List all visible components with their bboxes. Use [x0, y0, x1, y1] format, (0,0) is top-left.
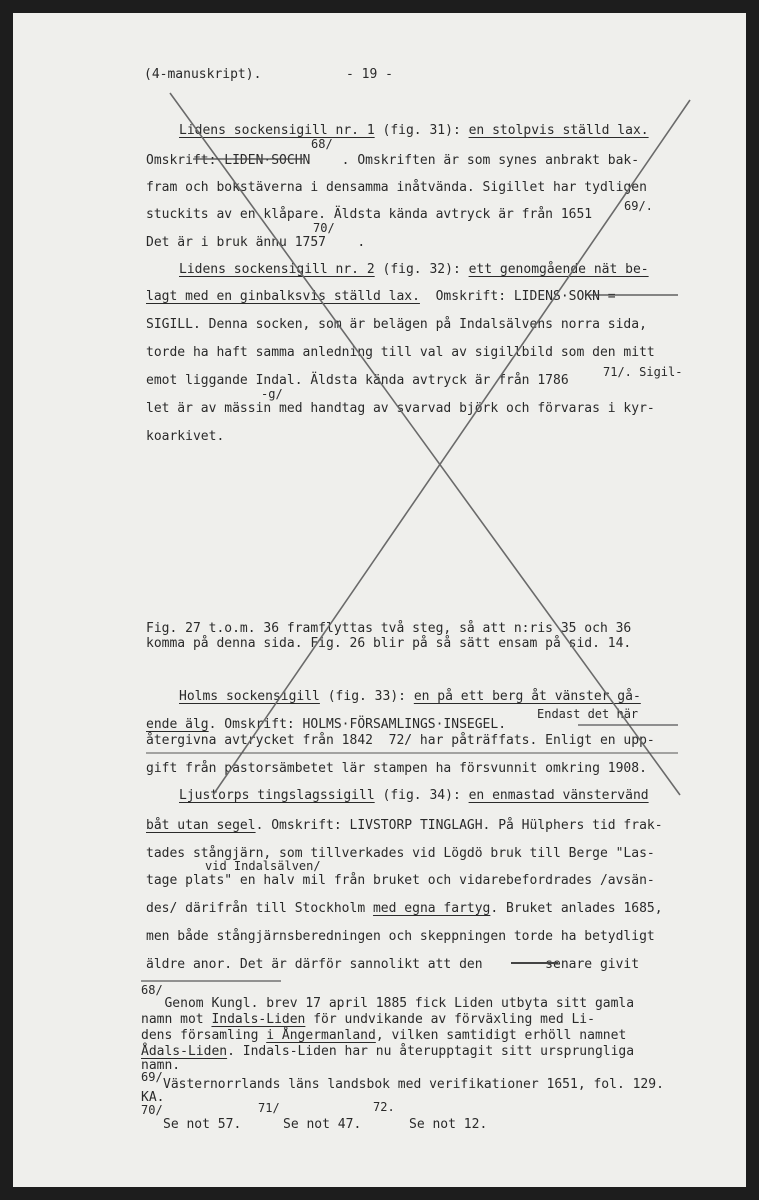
- text-line: let är av mässin med handtag av svarvad björk och förvaras i kyr-: [146, 401, 655, 416]
- text-line: tage plats" en halv mil från bruket och vidarebefordrades /avsän-: [146, 873, 655, 888]
- footnote-marker-70: 70/: [141, 1103, 163, 1117]
- document-page: [13, 13, 746, 1187]
- heading-holm: Holms sockensigill (fig. 33): en på ett berg åt vänster gå-: [179, 689, 641, 704]
- text-line: båt utan segel. Omskrift: LIVSTORP TINGLAGH. På Hülphers tid frak-: [146, 818, 663, 833]
- text-line: men både stångjärnsberedningen och skeppningen torde ha betydligt: [146, 929, 655, 944]
- text-line: SIGILL. Denna socken, som är belägen på Indalsälvens norra sida,: [146, 317, 647, 332]
- text-line: stuckits av en klåpare. Äldsta kända avtryck är från 1651: [146, 207, 593, 222]
- page-number: - 19 -: [346, 67, 393, 82]
- text-line: äldre anor. Det är därför sannolikt att den senare givit: [146, 957, 640, 972]
- footnote-line: Se not 12.: [409, 1117, 488, 1132]
- footnote-marker-71: 71/: [258, 1101, 280, 1115]
- footnote-line: namn.: [141, 1058, 181, 1073]
- heading-ljustorp: Ljustorps tingslagssigill (fig. 34): en enmastad vänstervänd: [179, 788, 649, 803]
- text-line: des/ därifrån till Stockholm med egna fartyg. Bruket anlades 1685,: [146, 901, 663, 916]
- handwritten-insert: vid Indalsälven/: [205, 859, 321, 873]
- text-line: Omskrift: LIDEN·SOCHN . Omskriften är som synes anbrakt bak-: [146, 153, 640, 168]
- text-line: fram och bokstäverna i densamma inåtvända. Sigillet har tydligen: [146, 180, 647, 195]
- heading-liden-2: Lidens sockensigill nr. 2 (fig. 32): ett genomgående nät be-: [179, 262, 649, 277]
- strike-line: [213, 100, 690, 795]
- footnote-ref-68: 68/: [311, 137, 333, 151]
- text-line: lagt med en ginbalksvis ställd lax. Omskrift: LIDENS·SOKN =: [146, 289, 616, 304]
- text-line: torde ha haft samma anledning till val av sigillbild som den mitt: [146, 345, 655, 360]
- text-line: ende älg. Omskrift: HOLMS·FÖRSAMLINGS·INSEGEL.: [146, 717, 507, 732]
- heading-liden-1: Lidens sockensigill nr. 1 (fig. 31): en stolpvis ställd lax.: [179, 123, 649, 138]
- text-line: tades stångjärn, som tillverkades vid Lögdö bruk till Berge "Las-: [146, 846, 655, 861]
- footnote-line: Ådals-Liden. Indals-Liden har nu återupptagit sitt ursprungliga: [141, 1044, 635, 1059]
- footnote-line: dens församling i Ångermanland, vilken samtidigt erhöll namnet: [141, 1028, 627, 1043]
- handwritten-insert: Endast det här: [537, 707, 639, 721]
- note-line: Fig. 27 t.o.m. 36 framflyttas två steg, så att n:ris 35 och 36: [146, 621, 632, 636]
- footnote-marker-69: 69/: [141, 1070, 163, 1084]
- header-left: (4-manuskript).: [144, 67, 262, 82]
- text-line: koarkivet.: [146, 429, 225, 444]
- insertion-mark: -g/: [261, 387, 283, 401]
- footnote-marker-68: 68/: [141, 983, 163, 997]
- footnote-marker-72: 72.: [373, 1100, 395, 1114]
- footnote-line: Genom Kungl. brev 17 april 1885 fick Liden utbyta sitt gamla: [141, 996, 635, 1011]
- strike-line: [170, 93, 683, 795]
- footnote-ref-71: 71/. Sigil-: [603, 365, 683, 379]
- text-line: återgivna avtrycket från 1842 72/ har påträffats. Enligt en upp-: [146, 733, 655, 748]
- text-line: emot liggande Indal. Äldsta kända avtryck är från 1786: [146, 373, 569, 388]
- note-line: komma på denna sida. Fig. 26 blir på så sätt ensam på sid. 14.: [146, 636, 632, 651]
- footnote-line: Se not 57.: [163, 1117, 242, 1132]
- footnote-ref-70: 70/: [313, 221, 335, 235]
- footnote-line: KA.: [141, 1090, 165, 1105]
- text-line: Det är i bruk ännu 1757 .: [146, 235, 366, 250]
- footnote-ref-69: 69/.: [624, 199, 653, 213]
- footnote-line: Se not 47.: [283, 1117, 362, 1132]
- footnote-line: Västernorrlands läns landsbok med verifikationer 1651, fol. 129.: [163, 1077, 664, 1092]
- footnote-line: namn mot Indals-Liden för undvikande av förväxling med Li-: [141, 1012, 595, 1027]
- text-line: gift från pastorsämbetet lär stampen ha försvunnit omkring 1908.: [146, 761, 647, 776]
- pencil-marks: [13, 13, 746, 1187]
